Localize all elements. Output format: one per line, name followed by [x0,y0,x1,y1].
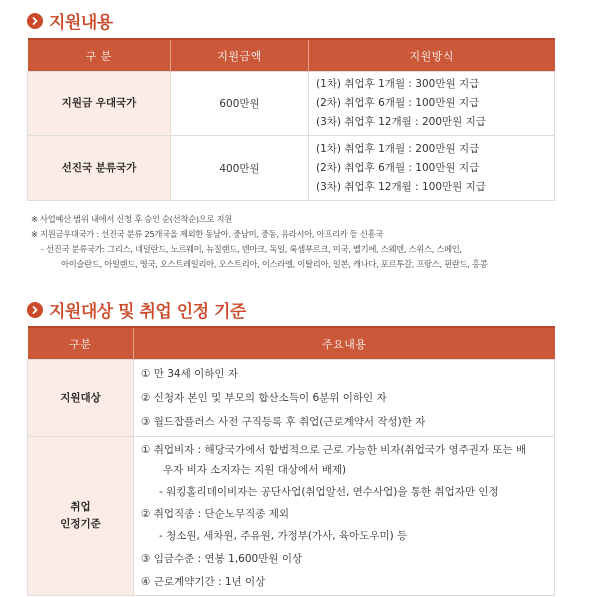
item-line: ④ 근로계약기간 : 1년 이상 [141,576,266,588]
table-header-row [28,39,555,72]
item-line: ③ 임금수준 : 연봉 1,600만원 이상 [141,553,303,565]
section-title-text: 지원내용 [49,13,113,33]
chevron-right-circle-icon [27,302,43,318]
row-category: 지원금 우대국가 [28,72,171,136]
item-line: 우자 비자 소지자는 지원 대상에서 배제) [163,464,347,476]
item-line: ② 취업직종 : 단순노무직종 제외 [141,508,290,520]
item-line: - 워킹홀리데이비자는 공단사업(취업알선, 연수사업)을 통한 취업자만 인정 [159,486,499,498]
method-line: (2차) 취업후 6개월 : 100만원 지급 [316,97,480,109]
item-line: ② 신청자 본인 및 부모의 합산소득이 6분위 이하인 자 [141,392,387,404]
table-row [28,72,555,136]
row-category: 선진국 분류국가 [28,136,171,201]
table-row [28,437,555,596]
footnote: ※ 지원금우대국가 : 선진국 분류 25개국을 제외한 동남아, 중남미, 중동, 유라시아, 아프리카 등 신흥국 [31,229,384,239]
header-amount: 지원금액 [171,39,309,72]
header-category: 구분 [28,327,134,360]
method-line: (2차) 취업후 6개월 : 100만원 지급 [316,161,480,174]
row-label-eligibility: 지원대상 [28,360,134,437]
row-content [134,437,555,596]
section-title-support-content [27,8,113,33]
table-row [28,360,555,437]
section-title-eligibility [27,297,246,322]
footnotes [31,212,571,272]
item-line: ① 취업비자 : 해당국가에서 합법적으로 근로 가능한 비자(취업국가 영주권자 또는 배 [141,444,527,456]
row-content [134,360,555,437]
chevron-right-circle-icon [27,13,43,29]
footnote-sub: - 선진국 분류국가: 그리스, 네덜란드, 노르웨이, 뉴질랜드, 덴마크, 독일, 룩셈부르크, 미국, 벨기에, 스웨덴, 스위스, 스페인, [41,244,462,254]
footnote: ※ 사업예산 범위 내에서 신청 후 승인 순(선착순)으로 지원 [31,214,232,224]
item-line: ③ 월드잡플러스 사전 구직등록 후 취업(근로계약서 작성)한 자 [141,416,426,428]
row-methods [309,72,555,136]
item-line: ① 만 34세 이하인 자 [141,368,238,380]
row-label-criteria [28,437,134,596]
method-line: (1차) 취업후 1개월 : 300만원 지급 [316,78,480,90]
row-amount: 400만원 [171,136,309,201]
eligibility-table [27,326,555,596]
header-method: 지원방식 [309,39,555,72]
support-content-table [27,38,555,201]
method-line: (3차) 취업후 12개월 : 200만원 지급 [316,116,486,128]
method-line: (3차) 취업후 12개월 : 100만원 지급 [316,180,486,193]
method-line: (1차) 취업후 1개월 : 200만원 지급 [316,142,480,155]
row-methods [309,136,555,201]
section-title-text: 지원대상 및 취업 인정 기준 [49,302,246,322]
label-line: 인정기준 [60,518,101,530]
table-row [28,136,555,201]
header-content: 주요내용 [134,327,555,360]
label-line: 취업 [70,501,91,513]
table-header-row [28,327,555,360]
header-category: 구 분 [28,39,171,72]
row-amount: 600만원 [171,72,309,136]
footnote-sub: 아이슬란드, 아일랜드, 영국, 오스트레일리아, 오스트리아, 이스라엘, 이탈리아, 일본, 캐나다, 포르투갈, 프랑스, 핀란드, 홍콩 [61,259,488,269]
item-line: - 청소원, 세차원, 주유원, 가정부(가사, 육아도우미) 등 [159,530,408,542]
